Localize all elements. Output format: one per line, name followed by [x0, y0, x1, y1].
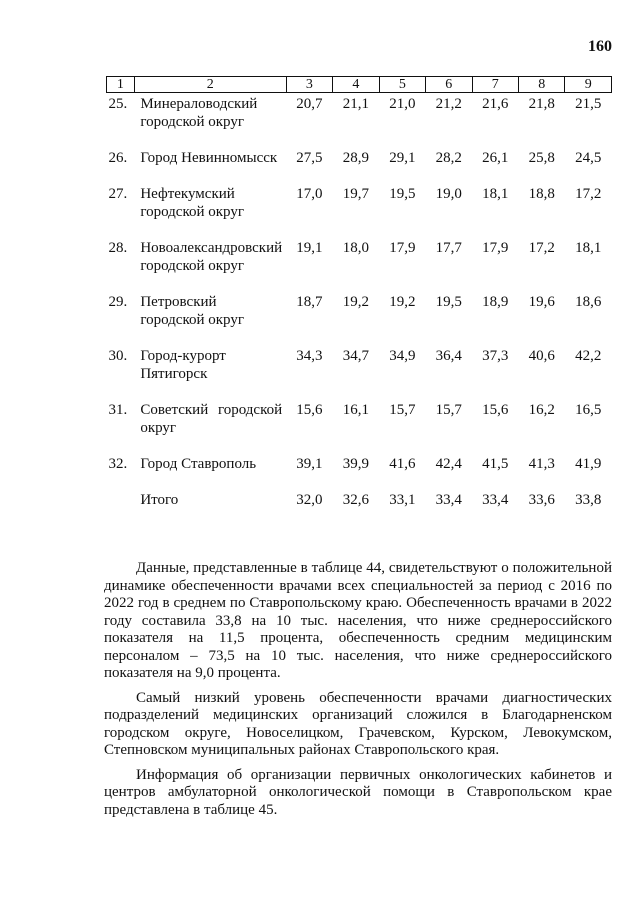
row-value: 33,8: [575, 492, 602, 508]
page-number: 160: [588, 38, 612, 55]
row-number: 32.: [108, 456, 128, 472]
row-value: 17,9: [389, 240, 416, 256]
row-value: 18,7: [296, 294, 323, 310]
row-value: 18,9: [482, 294, 509, 310]
row-number: [107, 489, 135, 525]
row-value: 33,6: [528, 492, 555, 508]
body-text: [104, 560, 612, 826]
row-value: 41,6: [389, 456, 416, 472]
row-value: 18,8: [528, 186, 555, 202]
row-value: 17,2: [528, 240, 555, 256]
row-value: 41,9: [575, 456, 602, 472]
row-value: 28,2: [435, 150, 462, 166]
row-name: Итого: [140, 492, 179, 508]
row-value: 29,1: [389, 150, 416, 166]
table-row: [107, 147, 612, 183]
row-number: 27.: [108, 186, 128, 202]
row-value: 34,9: [389, 348, 416, 364]
row-value: 17,0: [296, 186, 323, 202]
table-row: [107, 453, 612, 489]
table-row: [107, 291, 612, 345]
header-cell: 2: [134, 77, 286, 93]
row-value: 21,8: [528, 96, 555, 112]
row-value: 32,0: [296, 492, 323, 508]
row-value: 28,9: [342, 150, 369, 166]
row-value: 21,1: [342, 96, 369, 112]
header-cell: 8: [518, 77, 564, 93]
table-row: [107, 399, 612, 453]
row-value: 34,3: [296, 348, 323, 364]
row-value: 19,2: [389, 294, 416, 310]
row-value: 42,4: [435, 456, 462, 472]
row-value: 20,7: [296, 96, 323, 112]
header-cell: 6: [426, 77, 472, 93]
row-value: 19,6: [528, 294, 555, 310]
row-value: 34,7: [342, 348, 369, 364]
table-row: [107, 489, 612, 525]
row-value: 17,7: [435, 240, 462, 256]
row-value: 16,5: [575, 402, 602, 418]
row-value: 40,6: [528, 348, 555, 364]
row-value: 18,1: [482, 186, 509, 202]
row-value: 15,6: [296, 402, 323, 418]
row-number: 25.: [108, 96, 128, 112]
row-value: 18,1: [575, 240, 602, 256]
row-value: 37,3: [482, 348, 509, 364]
row-name: Город Невинномысск: [140, 150, 278, 166]
row-name: Советский городской округ: [140, 402, 283, 436]
row-name: Нефтекумский городской округ: [140, 186, 245, 220]
row-number: 28.: [108, 240, 128, 256]
paragraph: Самый низкий уровень обеспеченности врачами диагностических подразделений медицинских организаций сложился в Благодарненском городском округе, Новоселицком, Грачевском, Курском, Левокумском, Степновском муниципальных районах Ставропольского края.: [104, 689, 612, 758]
row-value: 39,1: [296, 456, 323, 472]
row-value: 15,7: [389, 402, 416, 418]
row-value: 33,1: [389, 492, 416, 508]
paragraph: Информация об организации первичных онкологических кабинетов и центров амбулаторной онкологической помощи в Ставропольском крае представлена в таблице 45.: [104, 766, 612, 818]
paragraph: Данные, представленные в таблице 44, свидетельствуют о положительной динамике обеспеченности врачами всех специальностей за период с 2016 по 2022 год в среднем по Ставропольскому краю. Обеспеченность врачами в 2022 году составила 33,8 на 10 тыс. населения, что ниже среднероссийского показателя на 11,5 процента, обеспеченность средним медицинским персоналом – 73,5 на 10 тыс. населения, что ниже среднероссийского показателя на 9,0 процента.: [104, 560, 612, 681]
row-value: 42,2: [575, 348, 602, 364]
row-number: 29.: [108, 294, 128, 310]
row-number: 30.: [108, 348, 128, 364]
row-value: 26,1: [482, 150, 509, 166]
header-row: [107, 77, 612, 93]
row-value: 32,6: [342, 492, 369, 508]
row-value: 21,2: [435, 96, 462, 112]
row-name: Город-курорт Пятигорск: [140, 348, 226, 382]
table-row: [107, 183, 612, 237]
header-cell: 9: [565, 77, 612, 93]
row-value: 19,0: [435, 186, 462, 202]
row-value: 19,1: [296, 240, 323, 256]
row-value: 18,6: [575, 294, 602, 310]
row-value: 16,2: [528, 402, 555, 418]
row-value: 15,7: [435, 402, 462, 418]
row-name: Минераловодский городской округ: [140, 96, 258, 130]
row-value: 16,1: [342, 402, 369, 418]
header-cell: 4: [333, 77, 379, 93]
table-row: [107, 93, 612, 148]
row-value: 24,5: [575, 150, 602, 166]
table-row: [107, 237, 612, 291]
row-value: 21,6: [482, 96, 509, 112]
table-row: [107, 345, 612, 399]
row-value: 17,9: [482, 240, 509, 256]
header-cell: 5: [379, 77, 425, 93]
row-value: 36,4: [435, 348, 462, 364]
row-number: 31.: [108, 402, 128, 418]
row-value: 19,7: [342, 186, 369, 202]
row-value: 41,3: [528, 456, 555, 472]
row-value: 17,2: [575, 186, 602, 202]
data-table: [106, 76, 612, 525]
row-value: 19,2: [342, 294, 369, 310]
table-header: [107, 77, 612, 93]
row-value: 33,4: [435, 492, 462, 508]
row-value: 15,6: [482, 402, 509, 418]
row-value: 21,5: [575, 96, 602, 112]
row-value: 41,5: [482, 456, 509, 472]
row-value: 18,0: [342, 240, 369, 256]
row-value: 33,4: [482, 492, 509, 508]
row-value: 21,0: [389, 96, 416, 112]
header-cell: 3: [286, 77, 332, 93]
row-name: Петровский городской округ: [140, 294, 245, 328]
header-cell: 1: [107, 77, 135, 93]
header-cell: 7: [472, 77, 518, 93]
row-name: Город Ставрополь: [140, 456, 257, 472]
row-number: 26.: [108, 150, 128, 166]
row-name: Новоалександровский городской округ: [140, 240, 283, 274]
row-value: 39,9: [342, 456, 369, 472]
row-value: 19,5: [389, 186, 416, 202]
row-value: 27,5: [296, 150, 323, 166]
row-value: 25,8: [528, 150, 555, 166]
table-body: [107, 93, 612, 526]
row-value: 19,5: [435, 294, 462, 310]
